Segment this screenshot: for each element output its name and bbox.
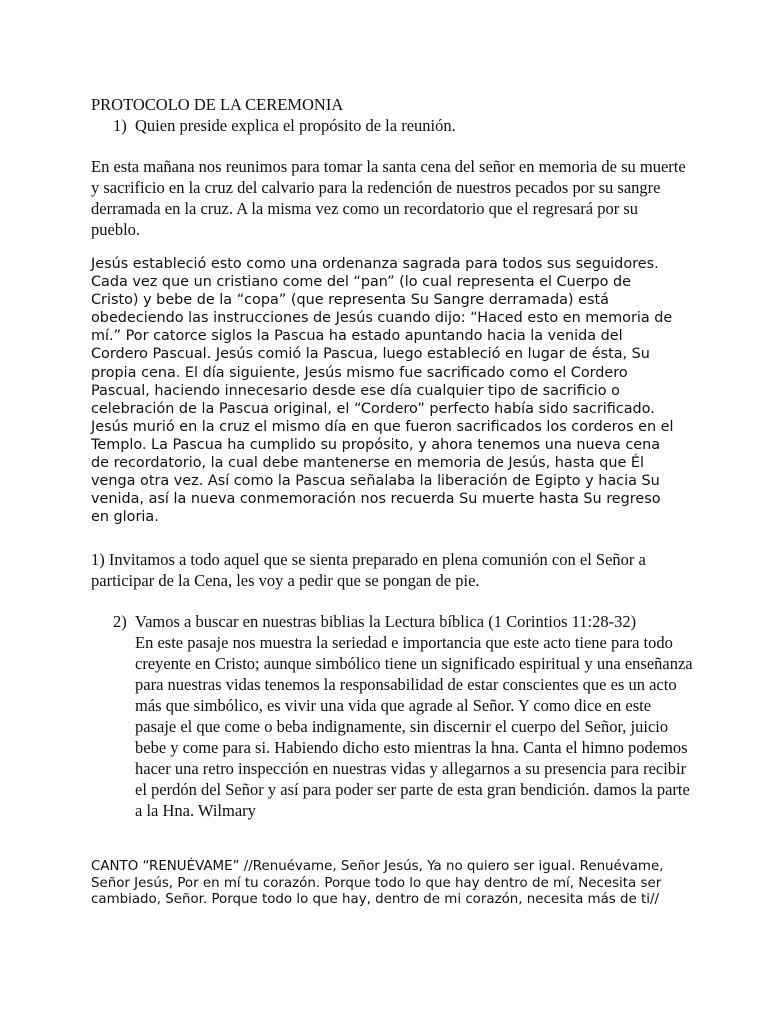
list-item-1-text: Quien preside explica el propósito de la reunión. xyxy=(135,116,456,135)
document-title: PROTOCOLO DE LA CEREMONIA xyxy=(91,95,344,114)
list-item-2 xyxy=(113,611,693,821)
hymn-lyrics: CANTO “RENUÉVAME” //Renuévame, Señor Jesús, Ya no quiero ser igual. Renuévame, Señor Jesús, Por en mí tu corazón. Porque todo lo que hay dentro de mí, Necesita ser cambiado, Señor. Porque todo lo que hay, dentro de mi corazón, necesita más de ti// xyxy=(91,859,664,908)
list-item-2-number: 2) xyxy=(113,612,127,631)
list-item-2-lead: Vamos a buscar en nuestras biblias la Lectura bíblica (1 Corintios 11:28-32) xyxy=(135,612,637,631)
intro-paragraph: En esta mañana nos reunimos para tomar la santa cena del señor en memoria de su muerte y sacrificio en la cruz del calvario para la redención de nuestros pecados por su sangre derramada en la cruz. A la misma vez como un recordatorio que el regresará por su pueblo. xyxy=(91,157,686,239)
list-item-1 xyxy=(113,115,713,136)
invitation-paragraph: 1) Invitamos a todo aquel que se sienta preparado en plena comunión con el Señor a participar de la Cena, les voy a pedir que se pongan de pie. xyxy=(91,550,646,590)
list-item-1-number: 1) xyxy=(113,116,127,135)
list-item-2-body: En este pasaje nos muestra la seriedad e importancia que este acto tiene para todo creyente en Cristo; aunque simbólico tiene un significado espiritual y una enseñanza para nuestras vidas tenemos la responsabilidad de estar conscientes que es un acto más que simbólico, es vivir una vida que agrade al Señor. Y como dice en este pasaje el que come o beba indignamente, sin discernir el cuerpo del Señor, juicio bebe y come para si. Habiendo dicho esto mientras la hna. Canta el himno podemos hacer una retro inspección en nuestras vidas y allegarnos a su presencia para recibir el perdón del Señor y así para poder ser parte de esta gran bendición. damos la parte a la Hna. Wilmary xyxy=(135,633,693,820)
explanation-paragraph: Jesús estableció esto como una ordenanza sagrada para todos sus seguidores. Cada vez que un cristiano come del “pan” (lo cual representa el Cuerpo de Cristo) y bebe de la “copa” (que representa Su Sangre derramada) está obedeciendo las instrucciones de Jesús cuando dijo: “Haced esto en memoria de mí.” Por catorce siglos la Pascua ha estado apuntando hacia la venida del Cordero Pascual. Jesús comió la Pascua, luego estableció en lugar de ésta, Su propia cena. El día siguiente, Jesús mismo fue sacrificado como el Cordero Pascual, haciendo innecesario desde ese día cualquier tipo de sacrificio o celebración de la Pascua original, el “Cordero” perfecto había sido sacrificado. Jesús murió en la cruz el mismo día en que fueron sacrificados los corderos en el Templo. La Pascua ha cumplido su propósito, y ahora tenemos una nueva cena de recordatorio, la cual debe mantenerse en memoria de Jesús, hasta que Él venga otra vez. Así como la Pascua señalaba la liberación de Egipto y hacia Su venida, así la nueva conmemoración nos recuerda Su muerte hasta Su regreso en gloria. xyxy=(91,256,674,526)
